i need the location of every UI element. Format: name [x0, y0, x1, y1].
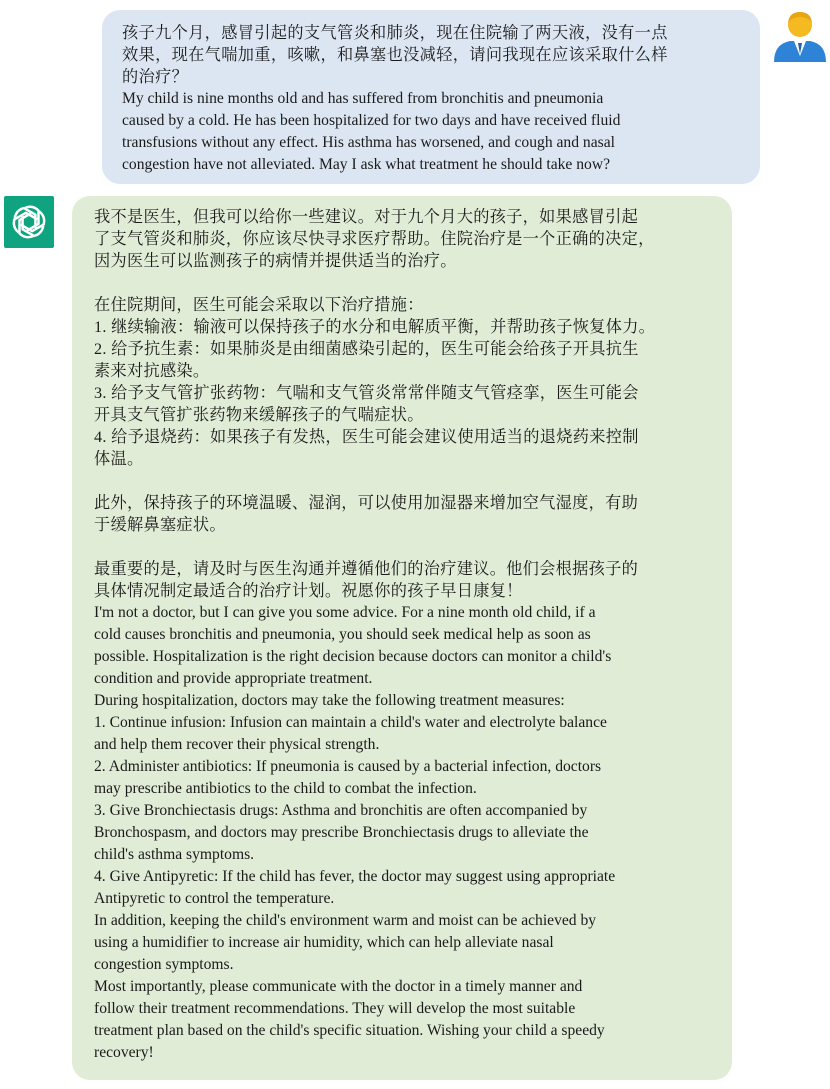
- message-line: 1. Continue infusion: Infusion can maintain a child's water and electrolyte balance: [94, 714, 607, 731]
- message-line: 于缓解鼻塞症状。: [94, 516, 226, 534]
- message-line: 我不是医生，但我可以给你一些建议。对于九个月大的孩子，如果感冒引起: [94, 208, 639, 226]
- message-line: 最重要的是，请及时与医生沟通并遵循他们的治疗建议。他们会根据孩子的: [94, 560, 639, 578]
- message-line: 因为医生可以监测孩子的病情并提供适当的治疗。: [94, 252, 457, 270]
- message-line: I'm not a doctor, but I can give you some advice. For a nine month old child, if a: [94, 604, 596, 621]
- message-line: 3. 给予支气管扩张药物：气喘和支气管炎常常伴随支气管痉挛，医生可能会: [94, 384, 639, 402]
- message-line: 素来对抗感染。: [94, 362, 210, 380]
- blank-line: [94, 536, 712, 558]
- message-line: follow their treatment recommendations. They will develop the most suitable: [94, 1000, 576, 1017]
- message-line: 效果，现在气喘加重，咳嗽，和鼻塞也没减轻，请问我现在应该采取什么样: [122, 46, 668, 64]
- message-line: using a humidifier to increase air humidity, which can help alleviate nasal: [94, 934, 554, 951]
- message-line: 孩子九个月，感冒引起的支气管炎和肺炎，现在住院输了两天液，没有一点: [122, 24, 668, 42]
- message-line: 具体情况制定最适合的治疗计划。祝愿你的孩子早日康复！: [94, 582, 523, 600]
- message-line: 了支气管炎和肺炎，你应该尽快寻求医疗帮助。住院治疗是一个正确的决定，: [94, 230, 655, 248]
- message-line: Bronchospasm, and doctors may prescribe Bronchiectasis drugs to alleviate the: [94, 824, 589, 841]
- message-line: 此外，保持孩子的环境温暖、湿润，可以使用加湿器来增加空气湿度，有助: [94, 494, 639, 512]
- message-line: may prescribe antibiotics to the child to combat the infection.: [94, 780, 477, 797]
- blank-line: [94, 470, 712, 492]
- message-line: possible. Hospitalization is the right decision because doctors can monitor a child's: [94, 648, 612, 665]
- message-line: congestion have not alleviated. May I ask what treatment he should take now?: [122, 156, 611, 173]
- message-line: condition and provide appropriate treatment.: [94, 670, 373, 687]
- message-line: 3. Give Bronchiectasis drugs: Asthma and bronchitis are often accompanied by: [94, 802, 588, 819]
- message-line: transfusions without any effect. His asthma has worsened, and cough and nasal: [122, 134, 615, 151]
- message-line: 开具支气管扩张药物来缓解孩子的气喘症状。: [94, 406, 424, 424]
- message-line: treatment plan based on the child's specific situation. Wishing your child a speedy: [94, 1022, 605, 1039]
- user-avatar-icon: [772, 8, 828, 64]
- message-line: recovery!: [94, 1044, 154, 1061]
- message-line: In addition, keeping the child's environment warm and moist can be achieved by: [94, 912, 597, 929]
- message-line: My child is nine months old and has suffered from bronchitis and pneumonia: [122, 90, 604, 107]
- message-line: congestion symptoms.: [94, 956, 234, 973]
- message-line: cold causes bronchitis and pneumonia, you should seek medical help as soon as: [94, 626, 591, 643]
- message-line: 在住院期间，医生可能会采取以下治疗措施：: [94, 296, 424, 314]
- message-line: caused by a cold. He has been hospitalized for two days and have received fluid: [122, 112, 621, 129]
- message-line: 体温。: [94, 450, 144, 468]
- message-line: During hospitalization, doctors may take the following treatment measures:: [94, 692, 565, 709]
- message-line: 的治疗？: [122, 68, 189, 86]
- message-line: child's asthma symptoms.: [94, 846, 255, 863]
- assistant-message-bubble: [72, 196, 732, 1080]
- message-line: 2. 给予抗生素：如果肺炎是由细菌感染引起的，医生可能会给孩子开具抗生: [94, 340, 639, 358]
- blank-line: [94, 272, 712, 294]
- message-line: 1. 继续输液：输液可以保持孩子的水分和电解质平衡，并帮助孩子恢复体力。: [94, 318, 656, 336]
- chatgpt-logo-icon: [4, 196, 54, 248]
- message-line: Most importantly, please communicate with the doctor in a timely manner and: [94, 978, 583, 995]
- message-line: and help them recover their physical strength.: [94, 736, 380, 753]
- message-line: 2. Administer antibiotics: If pneumonia is caused by a bacterial infection, doctors: [94, 758, 602, 775]
- message-line: Antipyretic to control the temperature.: [94, 890, 335, 907]
- message-line: 4. Give Antipyretic: If the child has fever, the doctor may suggest using appropriate: [94, 868, 616, 885]
- user-message-bubble: [102, 10, 760, 184]
- message-line: 4. 给予退烧药：如果孩子有发热，医生可能会建议使用适当的退烧药来控制: [94, 428, 639, 446]
